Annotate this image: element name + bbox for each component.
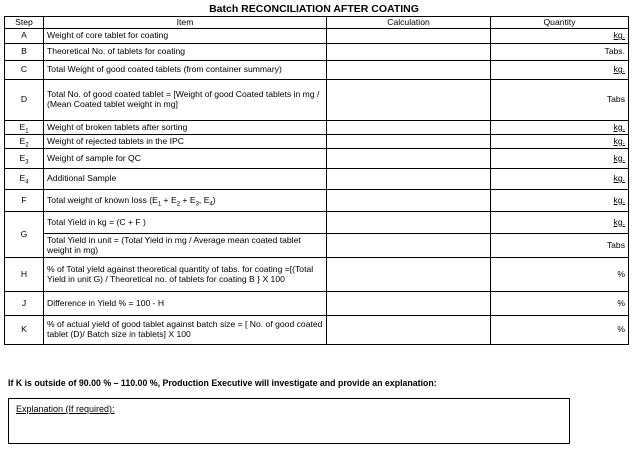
- table-row: [5, 292, 629, 316]
- quantity-unit: Tabs: [491, 234, 629, 258]
- item-subscript: 4: [209, 201, 213, 208]
- table-row: [5, 212, 629, 234]
- calculation-cell[interactable]: [327, 234, 491, 258]
- item-subscript: 3: [195, 201, 199, 208]
- quantity-unit: kg.: [491, 212, 629, 234]
- calculation-cell[interactable]: [327, 258, 491, 292]
- step-cell: F: [5, 190, 44, 212]
- item-cell: % of actual yield of good tablet against batch size = [ No. of good coated tablet (D)/ Batch size in tablets] X 100: [44, 316, 327, 345]
- step-cell: [5, 121, 44, 135]
- table-row: [5, 149, 629, 169]
- step-subscript: 2: [25, 142, 29, 149]
- reconciliation-table: [4, 16, 629, 345]
- table-row: [5, 234, 629, 258]
- explanation-box[interactable]: [8, 398, 570, 444]
- step-letter: E: [19, 121, 26, 132]
- item-cell: Total Weight of good coated tablets (from container summary): [44, 61, 327, 80]
- table-row: [5, 258, 629, 292]
- page-title: Batch RECONCILIATION AFTER COATING: [209, 3, 419, 15]
- quantity-unit: kg.: [491, 29, 629, 44]
- item-cell: Weight of core tablet for coating: [44, 29, 327, 44]
- calculation-cell[interactable]: [327, 316, 491, 345]
- table-row: [5, 135, 629, 149]
- quantity-unit: %: [491, 316, 629, 345]
- calculation-cell[interactable]: [327, 61, 491, 80]
- quantity-unit: kg.: [491, 121, 629, 135]
- calculation-cell[interactable]: [327, 212, 491, 234]
- item-subscript: 1: [157, 201, 162, 208]
- step-cell: B: [5, 44, 44, 61]
- quantity-unit: %: [491, 292, 629, 316]
- step-cell: D: [5, 80, 44, 121]
- table-row: [5, 29, 629, 44]
- step-cell: [5, 169, 44, 190]
- step-cell: C: [5, 61, 44, 80]
- table-row: [5, 61, 629, 80]
- step-cell: H: [5, 258, 44, 292]
- calculation-cell[interactable]: [327, 80, 491, 121]
- calculation-cell[interactable]: [327, 44, 491, 61]
- step-cell: A: [5, 29, 44, 44]
- header-calculation: Calculation: [327, 17, 491, 29]
- table-row: [5, 169, 629, 190]
- step-cell: K: [5, 316, 44, 345]
- quantity-unit: Tabs: [491, 80, 629, 121]
- table-row: [5, 121, 629, 135]
- table-row: [5, 316, 629, 345]
- item-cell: Weight of broken tablets after sorting: [44, 121, 327, 135]
- item-text: + E: [161, 194, 177, 205]
- quantity-unit: kg.: [491, 61, 629, 80]
- item-cell: Difference in Yield % = 100 - H: [44, 292, 327, 316]
- item-cell: Weight of sample for QC: [44, 149, 327, 169]
- item-cell: Total Yield in unit = (Total Yield in mg / Average mean coated tablet weight in mg): [44, 234, 327, 258]
- calculation-cell[interactable]: [327, 135, 491, 149]
- header-step: Step: [5, 17, 44, 29]
- header-item: Item: [44, 17, 327, 29]
- quantity-unit: kg.: [491, 169, 629, 190]
- item-cell: Theoretical No. of tablets for coating: [44, 44, 327, 61]
- step-letter: E: [19, 152, 26, 163]
- item-text: ): [212, 194, 216, 205]
- quantity-unit: kg.: [491, 149, 629, 169]
- explanation-label: Explanation (If required):: [16, 404, 115, 414]
- table-row: [5, 80, 629, 121]
- calculation-cell[interactable]: [327, 292, 491, 316]
- item-cell: [44, 190, 327, 212]
- item-text: Total weight of known loss (E: [47, 194, 158, 205]
- step-letter: E: [19, 173, 26, 184]
- investigation-note: If K is outside of 90.00 % – 110.00 %, Production Executive will investigate and provide an explanation:: [8, 378, 437, 388]
- quantity-unit: kg.: [491, 190, 629, 212]
- step-letter: E: [19, 135, 26, 146]
- item-subscript: 2: [176, 201, 181, 208]
- step-cell: G: [5, 212, 44, 258]
- quantity-unit: %: [491, 258, 629, 292]
- table-row: [5, 44, 629, 61]
- calculation-cell[interactable]: [327, 149, 491, 169]
- item-cell: Additional Sample: [44, 169, 327, 190]
- calculation-cell[interactable]: [327, 121, 491, 135]
- item-cell: % of Total yield against theoretical quantity of tabs. for coating =[(Total Yield in unit G) / Theoretical no. of tablets for coating B } X 100: [44, 258, 327, 292]
- item-text: , E: [198, 194, 210, 205]
- step-cell: [5, 135, 44, 149]
- item-text: + E: [180, 194, 196, 205]
- calculation-cell[interactable]: [327, 169, 491, 190]
- table-header-row: [5, 17, 629, 29]
- quantity-unit: kg.: [491, 135, 629, 149]
- step-subscript: 1: [25, 128, 29, 135]
- step-subscript: 3: [25, 159, 29, 166]
- item-cell: Total Yield in kg = (C + F ): [44, 212, 327, 234]
- step-cell: [5, 149, 44, 169]
- step-cell: J: [5, 292, 44, 316]
- header-quantity: Quantity: [491, 17, 629, 29]
- table-row: [5, 190, 629, 212]
- calculation-cell[interactable]: [327, 29, 491, 44]
- item-cell: Total No. of good coated tablet = [Weight of good Coated tablets in mg / (Mean Coated tablet weight in mg]: [44, 80, 327, 121]
- item-cell: Weight of rejected tablets in the IPC: [44, 135, 327, 149]
- calculation-cell[interactable]: [327, 190, 491, 212]
- quantity-unit: Tabs.: [491, 44, 629, 61]
- step-subscript: 4: [25, 179, 29, 186]
